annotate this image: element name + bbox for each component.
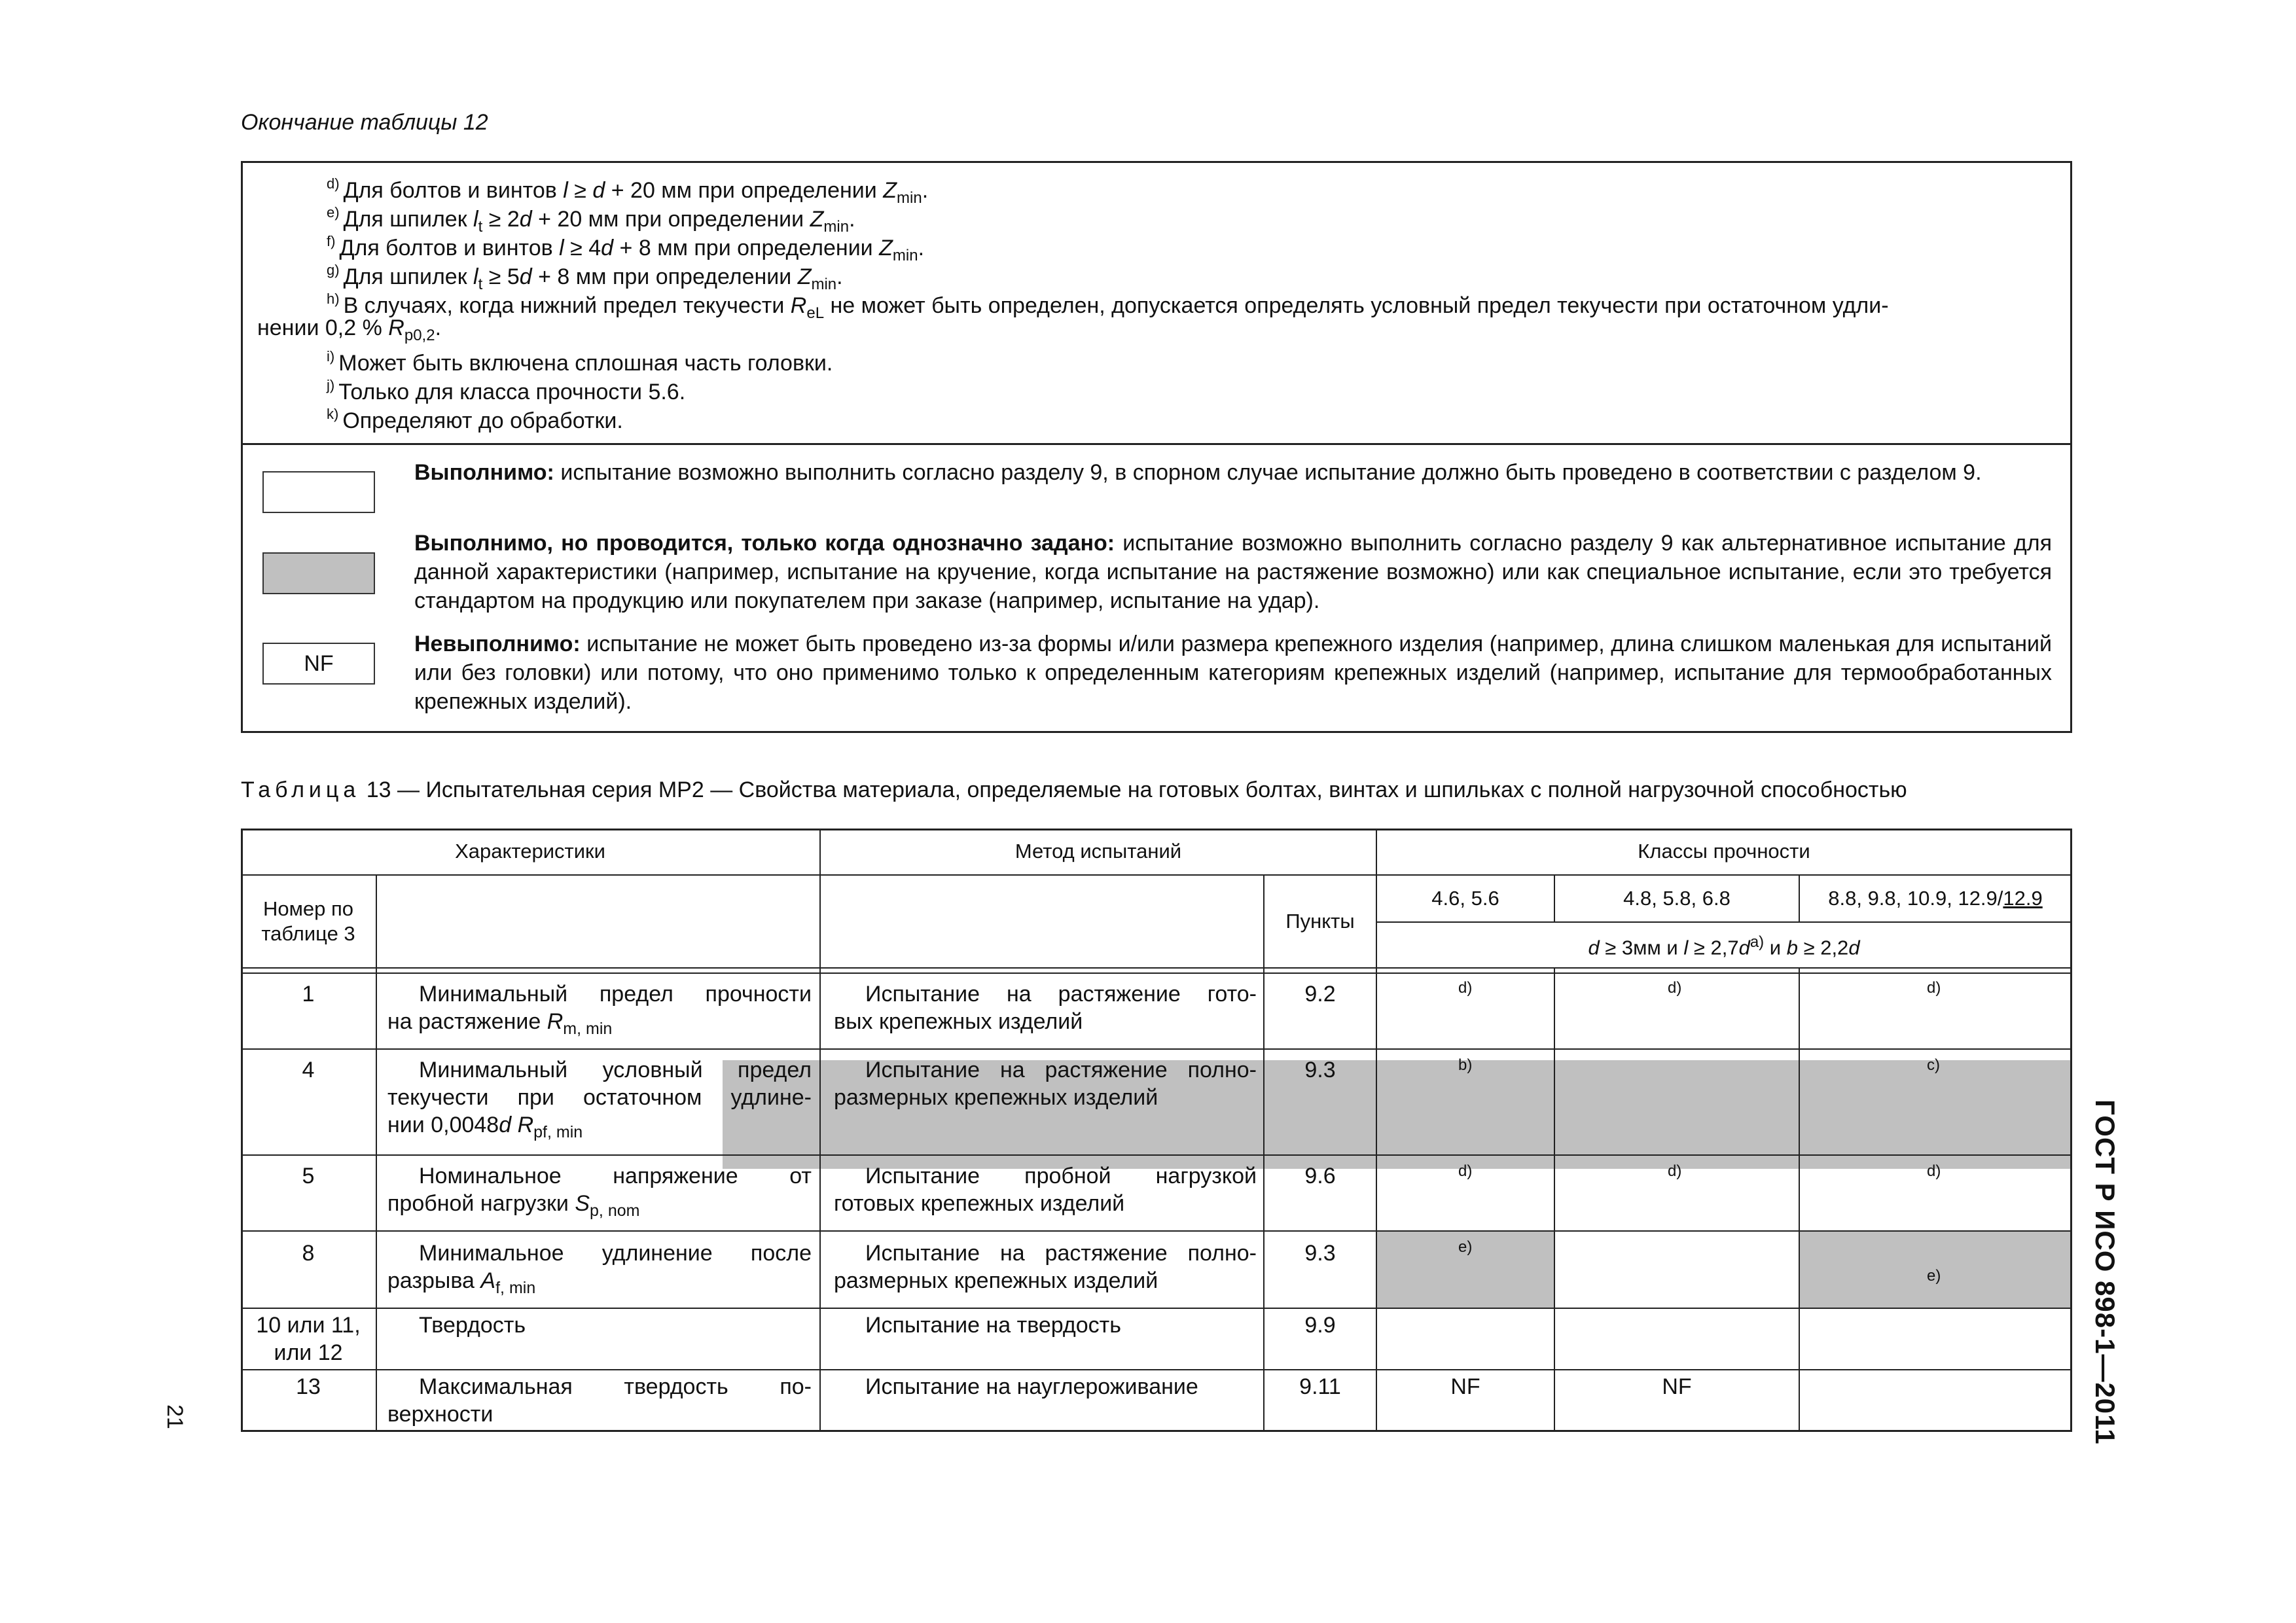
header-condition: d ≥ 3мм и $l \ge 2,7d^{a)}$ и b ≥ 2,2d [1588,933,1860,959]
header-class-2: 4.8, 5.8, 6.8 [1623,887,1731,910]
row-8-class-1-note: e) [1458,1238,1473,1256]
row-1-class-2-note: d) [1668,979,1682,997]
footnote-k: $^{k)}$ Определяют до обработки. [327,406,623,433]
header-clauses: Пункты [1285,910,1355,933]
row-8-method: Испытание на растяжение полно- размерных крепежных изделий [834,1241,1257,1293]
row-5-class-2-note: d) [1668,1162,1682,1180]
continuation-label: Окончание таблицы 12 [241,110,488,135]
table-13 [241,829,2072,1432]
row-10-number: 10 или 11, или 12 [256,1313,361,1365]
row-13-clause: 9.11 [1299,1374,1341,1399]
shaded-cell-r4-c1 [1377,1060,1555,1169]
row-13-number: 13 [296,1374,321,1399]
row-5-method: Испытание пробной нагрузкой готовых крепежных изделий [834,1164,1257,1216]
row-13-method: Испытание на науглероживание [865,1374,1198,1399]
footnote-f: $^{f)}$ Для болтов и винтов l ≥ 4d + 8 мм при определении $Z_{min}$. [327,233,925,264]
header-class-1: 4.6, 5.6 [1431,887,1499,910]
footnote-h: $^{h)}$ В случаях, когда нижний предел текучести $R_{eL}$ не может быть определен, допускается определять условный предел текучести при остаточном удли- [327,291,1889,322]
header-characteristics: Характеристики [455,840,605,863]
row-5-class-3-note: d) [1927,1162,1941,1180]
document-side-title: ГОСТ Р ИСО 898-1—2011 [2090,1099,2121,1445]
row-4-method: Испытание на растяжение полно- размерных крепежных изделий [834,1058,1257,1110]
row-5-clause: 9.6 [1304,1164,1336,1188]
row-8-characteristic: Минимальное удлинение после разрыва $A_{f, min}$ [387,1241,812,1297]
footnote-h-continued: нении 0,2 % $R_{p0,2}$. [257,315,442,344]
row-5-class-1-note: d) [1458,1162,1473,1180]
header-classes: Классы прочности [1638,840,1810,863]
row-8-clause: 9.3 [1304,1241,1336,1266]
legend-not-feasible: Невыполнимо: испытание не может быть проведено из-за формы и/или размера крепежного изделия (например, длина слишком маленькая для испытаний или без головки) или потому, что оно применимо только к определенным категориям крепежных изделий (например, испытание для термообработанных крепежных изделий). [414,632,2052,714]
footnote-i: $^{i)}$ Может быть включена сплошная часть головки. [327,348,833,376]
row-1-class-3-note: d) [1927,979,1941,997]
row-1-clause: 9.2 [1304,982,1336,1007]
table-13-caption: Таблица 13 — Испытательная серия МР2 — Свойства материала, определяемые на готовых болтах, винтах и шпильках с полной нагрузочной способностью [241,777,1907,802]
row-13-class-2: NF [1662,1374,1692,1399]
legend-conditional: Выполнимо, но проводится, только когда однозначно задано: испытание возможно выполнить согласно разделу 9 как альтернативное испытание для данной характеристики (например, испытание на кручение, когда испытание на растяжение возможно) или как специальное испытание, если это требуется стандартом на продукцию или покупателем при заказе (например, испытание на удар). [414,531,2052,613]
footnote-g: $^{g)}$ Для шпилек $l_t \ge 5d + 8$ мм при определении $Z_{min}$. [327,262,843,293]
legend-box [241,445,2072,733]
legend-swatch-feasible [262,471,375,513]
row-13-class-1: NF [1450,1374,1480,1399]
row-4-class-3-note: c) [1927,1056,1940,1074]
row-1-characteristic: Минимальный предел прочности на растяжение $R_{m, min}$ [387,982,812,1038]
row-5-characteristic: Номинальное напряжение от пробной нагрузки $S_{p, nom}$ [387,1164,812,1220]
footnote-j: $^{j)}$ Только для класса прочности 5.6. [327,377,686,404]
row-1-class-1-note: d) [1458,979,1473,997]
footnotes-box [241,161,2072,445]
row-8-number: 8 [302,1241,315,1266]
page-number: 21 [162,1404,187,1429]
header-number: Номер по таблице 3 [261,897,355,945]
row-4-characteristic: Минимальный условный предел текучести при остаточном удлине- нии 0,0048d $R_{pf, min}$ [387,1058,812,1141]
footnote-e: $^{e)}$ Для шпилек $l_t \ge 2d + 20$ мм при определении $Z_{min}$. [327,204,855,236]
legend-feasible: Выполнимо: испытание возможно выполнить согласно разделу 9, в спорном случае испытание должно быть проведено в соответствии с разделом 9. [414,460,1982,485]
footnote-d: $^{d)}$ Для болтов и винтов l ≥ d + 20 мм при определении $Z_{min}$. [327,175,929,207]
row-1-method: Испытание на растяжение гото- вых крепежных изделий [834,982,1257,1034]
row-10-method: Испытание на твердость [865,1313,1121,1338]
legend-swatch-conditional [262,552,375,594]
row-4-class-1-note: b) [1458,1056,1473,1074]
legend-swatch-not-feasible: NF [262,643,375,685]
row-10-clause: 9.9 [1304,1313,1336,1338]
row-1-number: 1 [302,982,315,1007]
row-10-characteristic: Твердость [419,1313,526,1338]
row-4-number: 4 [302,1058,315,1082]
row-13-characteristic: Максимальная твердость по- верхности [387,1374,812,1427]
row-4-clause: 9.3 [1304,1058,1336,1082]
row-5-number: 5 [302,1164,315,1188]
header-method: Метод испытаний [1014,840,1182,863]
row-8-class-3-note: e) [1927,1267,1941,1285]
header-class-3: 8.8, 9.8, 10.9, 12.9/ 12.9 [1828,887,2043,910]
